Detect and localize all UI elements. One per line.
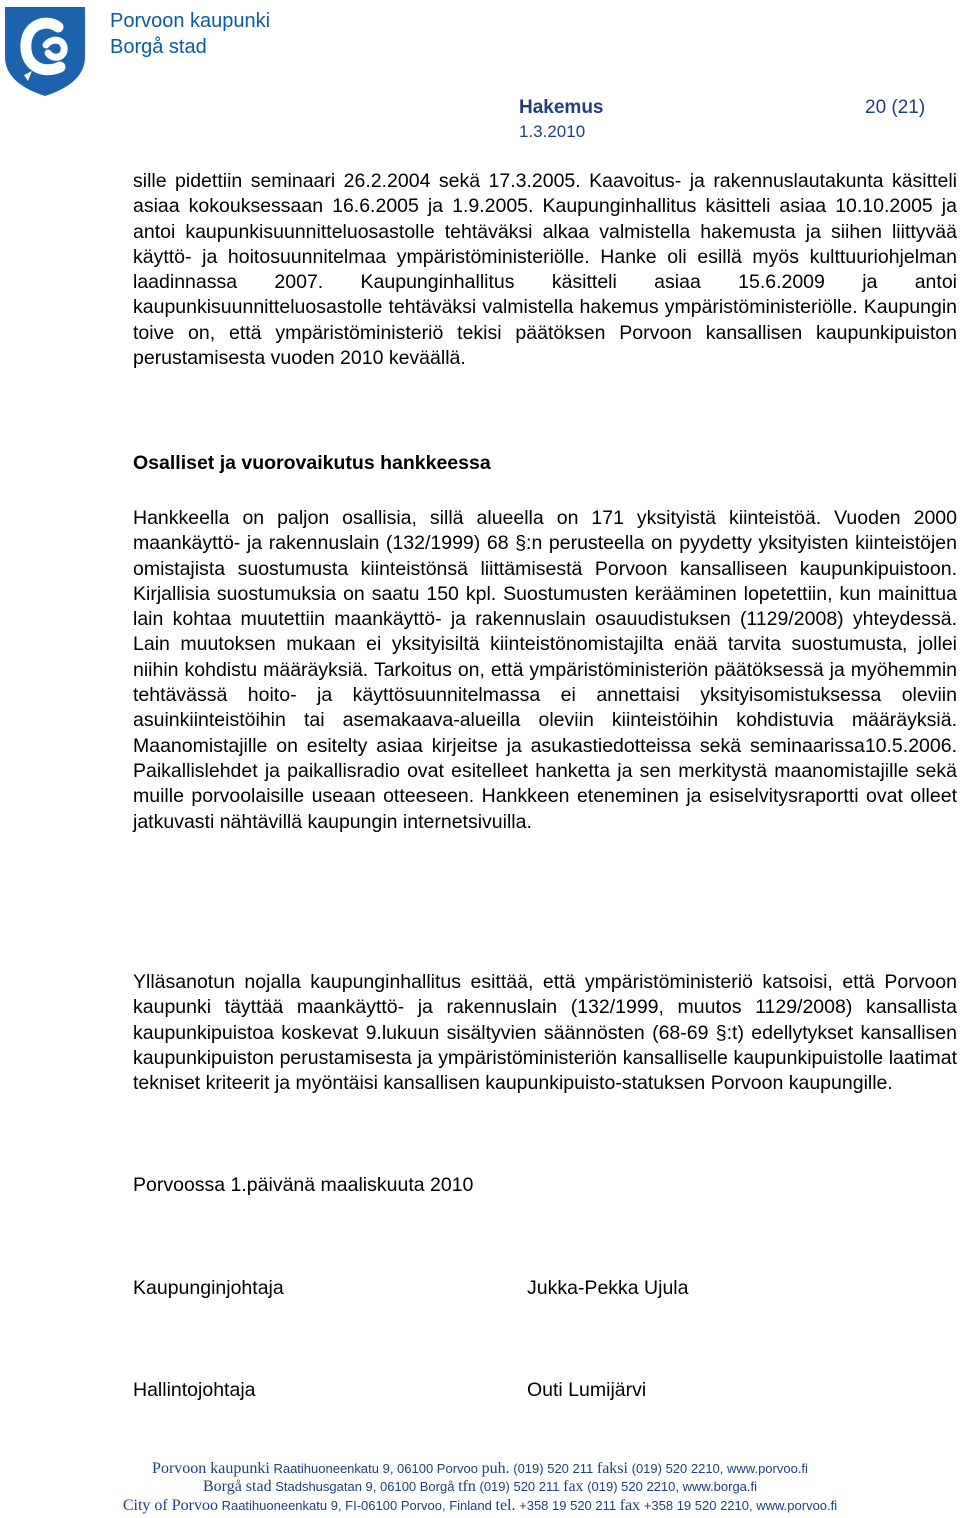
footer-line-en [0, 1497, 960, 1515]
org-name-sv: Borgå stad [110, 36, 207, 58]
footer-line-fi [0, 1460, 960, 1478]
footer-fax-label: fax [563, 1478, 584, 1495]
footer-phone-label: tel. [495, 1497, 516, 1514]
footer-phone: +358 19 520 211 [519, 1498, 617, 1513]
footer-org: Porvoon kaupunki [152, 1460, 270, 1477]
footer-fax-label: faksi [596, 1460, 628, 1477]
signature-role-1: Kaupunginjohtaja [133, 1277, 284, 1299]
place-and-date: Porvoossa 1.päivänä maaliskuuta 2010 [133, 1174, 474, 1196]
document-title: Hakemus [519, 97, 604, 118]
paragraph-proposal: Ylläsanotun nojalla kaupunginhallitus esittää, että ympäristöministeriö katsoisi, että Porvoon kaupunki täyttää maankäyttö- ja rakennuslain (132/1999, muutos 1129/2008) kansallista kaupunkipuistoa koskevat 9.lukuun sisältyvien säännösten (68-69 §:t) edellytykset kansallisen kaupunkipuiston perustamisesta ja ympäristöministeriön kansalliselle kaupunkipuistolle laatimat tekniset kriteerit ja myöntäisi kansallisen kaupunkipuisto-statuksen Porvoon kaupungille. [133, 971, 957, 1095]
footer-phone-label: tfn [458, 1478, 476, 1495]
document-date: 1.3.2010 [519, 122, 586, 141]
footer-address: Raatihuoneenkatu 9, FI-06100 Porvoo, Finland [221, 1498, 492, 1513]
footer-org: Borgå stad [202, 1478, 272, 1495]
footer-address: Stadshusgatan 9, 06100 Borgå [275, 1479, 455, 1494]
footer-fax: +358 19 520 2210, www.porvoo.fi [643, 1498, 838, 1513]
footer-fax-label: fax [619, 1497, 641, 1514]
org-name-fi: Porvoon kaupunki [110, 10, 271, 32]
signature-role-2: Hallintojohtaja [133, 1379, 256, 1401]
footer-phone-label: puh. [481, 1460, 510, 1477]
footer-fax: (019) 520 2210, www.borga.fi [587, 1479, 758, 1494]
footer-phone: (019) 520 211 [513, 1461, 594, 1476]
footer-org: City of Porvoo [122, 1497, 218, 1514]
section-heading: Osalliset ja vuorovaikutus hankkeessa [133, 452, 491, 474]
footer-phone: (019) 520 211 [479, 1479, 560, 1494]
footer-address: Raatihuoneenkatu 9, 06100 Porvoo [273, 1461, 478, 1476]
footer-fax: (019) 520 2210, www.porvoo.fi [631, 1461, 808, 1476]
paragraph-background: sille pidettiin seminaari 26.2.2004 sekä 17.3.2005. Kaavoitus- ja rakennuslautakunta käsitteli asiaa kokouksessaan 16.6.2005 ja 1.9.2005. Kaupunginhallitus käsitteli asiaa 10.10.2005 ja antoi kaupunkisuunnitteluosastolle tehtäväksi alkaa valmistella hakemusta ja siihen liittyvää käyttö- ja hoitosuunnitelmaa ympäristöministeriölle. Hanke oli esillä myös kulttuuriohjelman laadinnassa 2007. Kaupunginhallitus käsitteli asiaa 15.6.2009 ja antoi kaupunkisuunnitteluosastolle tehtäväksi valmistella hakemus ympäristöministeriölle. Kaupungin toive on, että ympäristöministeriö tekisi päätöksen Porvoon kansallisen kaupunkipuiston perustamisesta vuoden 2010 keväällä. [133, 170, 957, 370]
porvoo-coat-of-arms-icon [2, 5, 88, 97]
footer-line-sv [0, 1478, 960, 1496]
paragraph-stakeholders: Hankkeella on paljon osallisia, sillä alueella on 171 yksityistä kiinteistöä. Vuoden 2000 maankäyttö- ja rakennuslain (132/1999) 68 §:n perusteella on pyydetty yksityisten kiinteistöjen omistajista suostumusta kiinteistönsä liittämisestä Porvoon kansalliseen kaupunkipuistoon. Kirjallisia suostumuksia on saatu 150 kpl. Suostumusten kerääminen lopetettiin, kun mainittua lain kohtaa muutettiin maankäyttö- ja rakennuslain osauudistuksen (1129/2008) yhteydessä. Lain muutoksen mukaan ei yksityisiltä kiinteistönomistajilta enää tarvita suostumusta, jollei niihin kohdistu määräyksiä. Tarkoitus on, että ympäristöministeriön päätöksessä ja myöhemmin tehtävässä hoito- ja käyttösuunnitelmassa ei annettaisi yksityisomistuksessa oleviin asuinkiinteistöihin tai asemakaava-alueilla oleviin kiinteistöihin kohdistuvia määräyksiä. Maanomistajille on esitelty asiaa kirjeitse ja asukastiedotteissa sekä seminaarissa10.5.2006. Paikallislehdet ja paikallisradio ovat esitelleet hanketta ja sen merkitystä maanomistajille sekä muille porvoolaisille useaan otteeseen. Hankkeen eteneminen ja esiselvitysraportti ovat olleet jatkuvasti nähtävillä kaupungin internetsivuilla. [133, 507, 957, 833]
page-number: 20 (21) [865, 97, 926, 118]
signature-name-1: Jukka-Pekka Ujula [527, 1277, 689, 1299]
signature-name-2: Outi Lumijärvi [527, 1379, 647, 1401]
